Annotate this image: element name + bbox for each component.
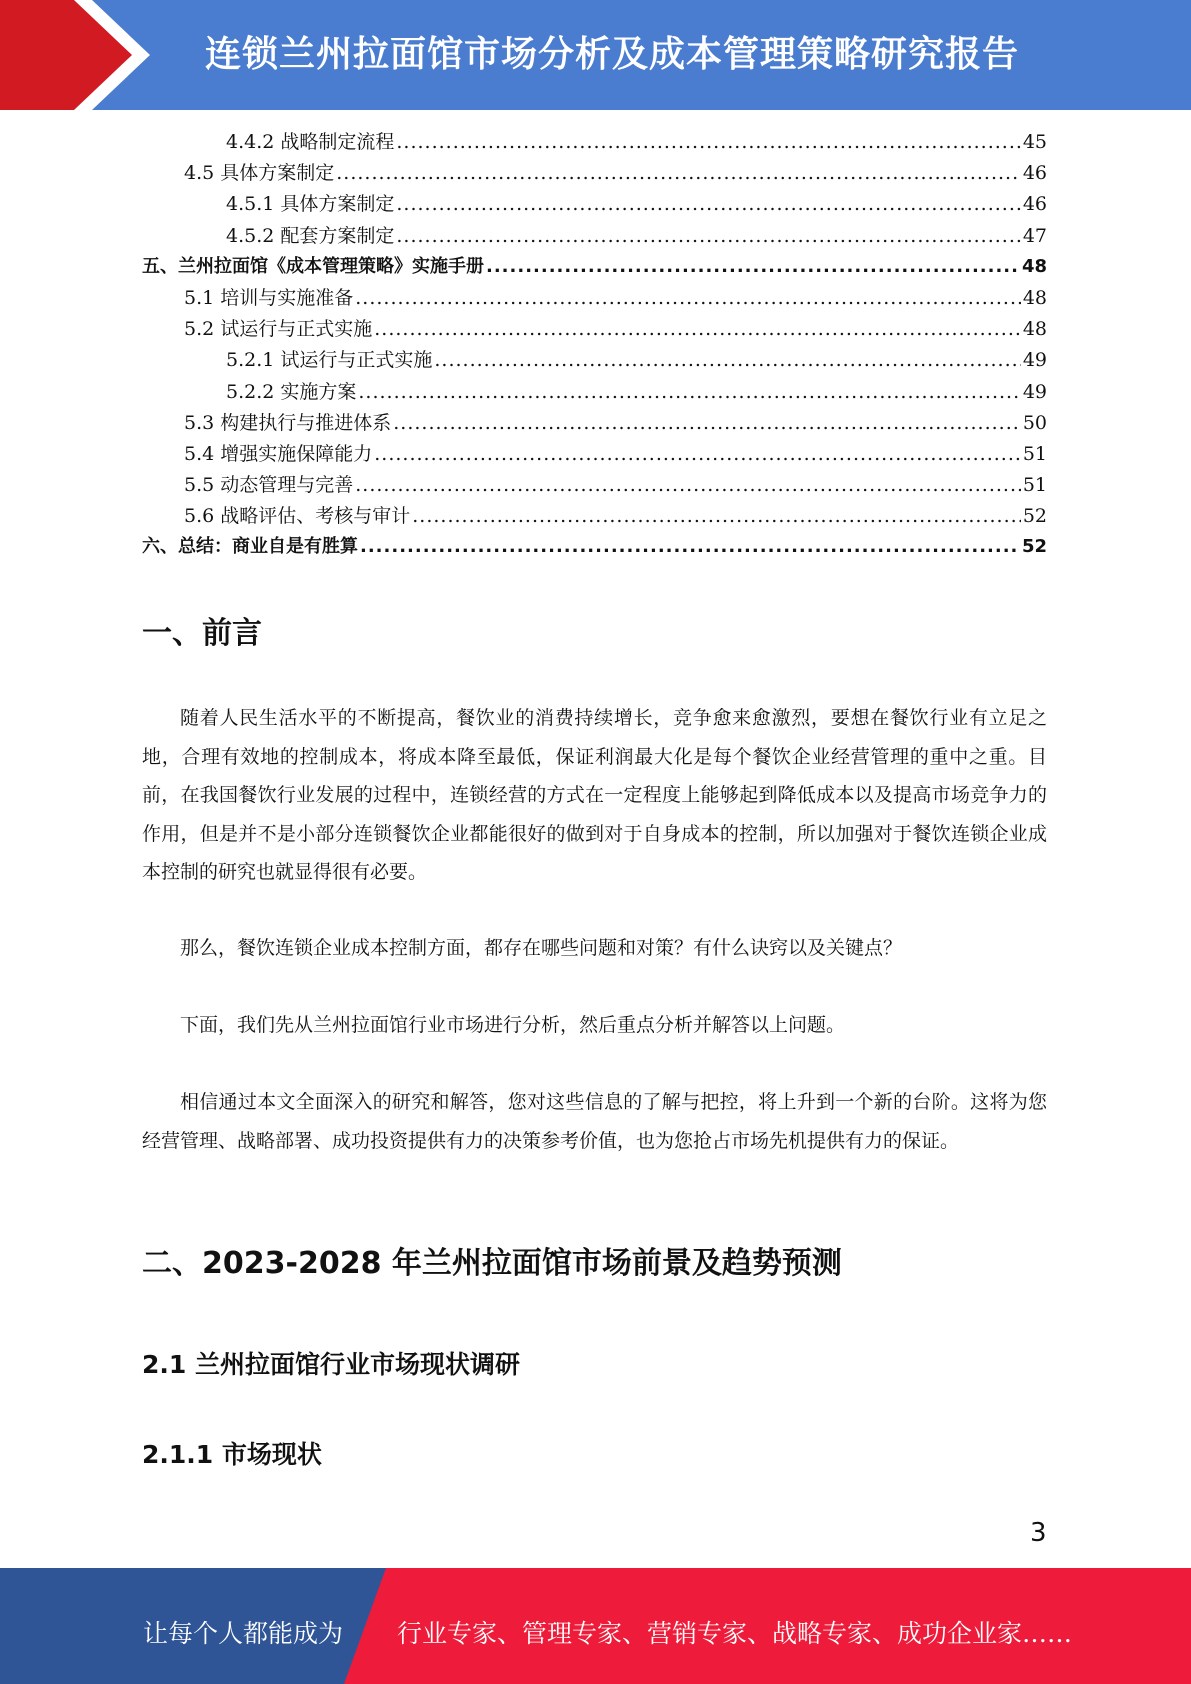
toc-dot-leader [396, 131, 1020, 153]
toc-entry-title: 五、兰州拉面馆《成本管理策略》实施手册 [142, 255, 484, 277]
toc-entry[interactable] [142, 408, 1047, 439]
toc-entry-page: 46 [1022, 162, 1047, 185]
toc-entry[interactable] [142, 221, 1047, 252]
toc-entry-page: 45 [1022, 131, 1047, 153]
toc-dot-leader [374, 318, 1021, 340]
toc-entry[interactable] [142, 189, 1047, 220]
toc-entry-page: 52 [1021, 536, 1047, 558]
toc-entry-title: 5.6 战略评估、考核与审计 [184, 505, 411, 528]
page-number: 3 [1030, 1518, 1047, 1548]
preface-paragraph-1: 随着人民生活水平的不断提高，餐饮业的消费持续增长，竞争愈来愈激烈，要想在餐饮行业有立足之地，合理有效地的控制成本，将成本降至最低，保证利润最大化是每个餐饮企业经营管理的重中之重。目前，在我国餐饮行业发展的过程中，连锁经营的方式在一定程度上能够起到降低成本以及提高市场竞争力的作用，但是并不是小部分连锁餐饮企业都能很好的做到对于自身成本的控制，所以加强对于餐饮连锁企业成本控制的研究也就显得很有必要。 [142, 707, 1047, 883]
toc-entry-page: 48 [1022, 286, 1047, 309]
toc-entry[interactable] [142, 252, 1047, 283]
toc-dot-leader [434, 349, 1020, 371]
toc-dot-leader [355, 474, 1021, 496]
toc-entry-page: 47 [1022, 224, 1047, 247]
toc-entry-title: 4.5.1 具体方案制定 [226, 193, 395, 216]
toc-entry[interactable] [142, 439, 1047, 470]
toc-dot-leader [336, 162, 1021, 184]
toc-entry-page: 48 [1022, 318, 1047, 341]
toc-dot-leader [393, 412, 1021, 434]
toc-entry-title: 5.2.2 实施方案 [226, 380, 357, 403]
table-of-contents [142, 127, 1047, 564]
toc-entry-title: 4.4.2 战略制定流程 [226, 131, 395, 153]
toc-entry-page: 48 [1021, 255, 1047, 277]
toc-dot-leader [486, 256, 1020, 277]
footer-slogan-right: 行业专家、管理专家、营销专家、战略专家、成功企业家…… [397, 1619, 1073, 1648]
toc-entry[interactable] [142, 314, 1047, 345]
preface-heading: 一、前言 [142, 616, 262, 651]
toc-entry-title: 5.3 构建执行与推进体系 [184, 411, 392, 434]
toc-entry[interactable] [142, 283, 1047, 314]
toc-entry[interactable] [142, 470, 1047, 501]
toc-entry-page: 50 [1022, 411, 1047, 434]
preface-paragraph-3: 下面，我们先从兰州拉面馆行业市场进行分析，然后重点分析并解答以上问题。 [180, 1014, 846, 1036]
toc-entry[interactable] [142, 532, 1047, 563]
header-title: 连锁兰州拉面馆市场分析及成本管理策略研究报告 [205, 34, 1020, 75]
toc-entry-page: 52 [1022, 505, 1047, 528]
toc-entry[interactable] [142, 501, 1047, 532]
toc-dot-leader [396, 193, 1020, 215]
toc-entry[interactable] [142, 377, 1047, 408]
toc-entry-page: 49 [1022, 380, 1047, 403]
section-2-1-heading: 2.1 兰州拉面馆行业市场现状调研 [142, 1350, 520, 1379]
toc-entry-title: 5.2.1 试运行与正式实施 [226, 349, 433, 372]
toc-entry-page: 49 [1022, 349, 1047, 372]
toc-entry[interactable] [142, 127, 1047, 158]
toc-entry-page: 51 [1022, 442, 1047, 465]
page-header [0, 0, 1191, 110]
toc-dot-leader [412, 505, 1021, 527]
toc-dot-leader [360, 536, 1020, 557]
page-footer [0, 1568, 1191, 1684]
toc-dot-leader [396, 225, 1020, 247]
toc-entry-title: 5.2 试运行与正式实施 [184, 318, 373, 341]
section-2-1-1-heading: 2.1.1 市场现状 [142, 1440, 322, 1469]
preface-paragraph-4: 相信通过本文全面深入的研究和解答，您对这些信息的了解与把控，将上升到一个新的台阶。这将为您经营管理、战略部署、成功投资提供有力的决策参考价值，也为您抢占市场先机提供有力的保证。 [142, 1091, 1047, 1152]
toc-entry[interactable] [142, 345, 1047, 376]
chapter-2-heading: 二、2023-2028 年兰州拉面馆市场前景及趋势预测 [142, 1246, 842, 1281]
toc-entry-title: 4.5.2 配套方案制定 [226, 224, 395, 247]
toc-entry-page: 46 [1022, 193, 1047, 216]
header-chevron-decoration [0, 0, 160, 110]
toc-dot-leader [374, 443, 1021, 465]
toc-entry[interactable] [142, 158, 1047, 189]
toc-dot-leader [355, 287, 1021, 309]
toc-entry-title: 5.1 培训与实施准备 [184, 286, 354, 309]
toc-entry-title: 六、总结：商业自是有胜算 [142, 536, 358, 558]
toc-entry-title: 5.4 增强实施保障能力 [184, 442, 373, 465]
preface-paragraph-2: 那么，餐饮连锁企业成本控制方面，都存在哪些问题和对策？有什么诀窍以及关键点？ [180, 937, 903, 959]
toc-dot-leader [358, 381, 1020, 403]
toc-entry-page: 51 [1022, 474, 1047, 497]
toc-entry-title: 5.5 动态管理与完善 [184, 474, 354, 497]
toc-entry-title: 4.5 具体方案制定 [184, 162, 335, 185]
footer-slogan-left: 让每个人都能成为 [143, 1619, 344, 1648]
